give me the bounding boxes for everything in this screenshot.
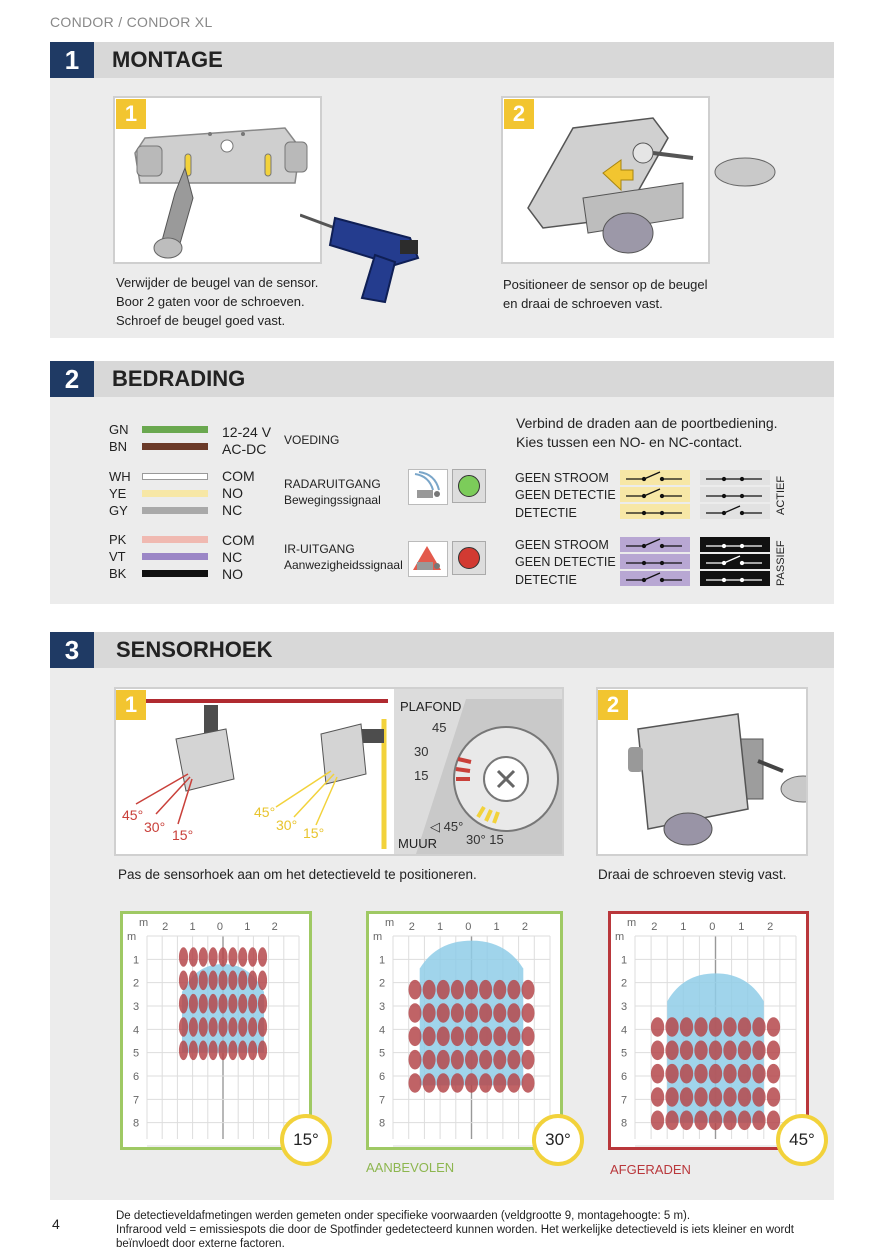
- screw-tighten-illustration: [598, 689, 806, 854]
- emission-spot: [465, 980, 478, 1000]
- axis-tick-label: 2: [162, 921, 169, 933]
- emission-spot: [465, 1073, 478, 1093]
- emission-spot: [522, 1027, 535, 1047]
- emission-spot: [694, 1111, 707, 1131]
- emission-spot: [258, 947, 267, 967]
- axis-tick-label: m: [627, 917, 637, 929]
- axis-tick-label: 3: [133, 1001, 140, 1013]
- actief-label: ACTIEF: [775, 475, 787, 515]
- emission-spot: [179, 971, 188, 991]
- emission-spot: [738, 1111, 751, 1131]
- emission-spot: [738, 1017, 751, 1037]
- emission-spot: [199, 1017, 208, 1037]
- emission-spot: [437, 1003, 450, 1023]
- emission-spot: [408, 1027, 421, 1047]
- screwdriver-icon: [690, 150, 780, 195]
- emission-spot: [189, 994, 198, 1014]
- emission-spot: [651, 1017, 664, 1037]
- wire-swatch: [142, 490, 208, 497]
- step-badge: 2: [504, 99, 534, 129]
- emission-spot: [752, 1041, 765, 1061]
- emission-spot: [465, 1050, 478, 1070]
- emission-spot: [493, 1003, 506, 1023]
- emission-spot: [767, 1064, 780, 1084]
- axis-tick-label: 4: [133, 1024, 140, 1037]
- led-indicator: [452, 541, 486, 575]
- emission-spot: [709, 1017, 722, 1037]
- axis-tick-label: 1: [189, 921, 196, 933]
- emission-spot: [228, 947, 237, 967]
- emission-spot: [723, 1041, 736, 1061]
- emission-spot: [723, 1087, 736, 1107]
- emission-spot: [258, 1017, 267, 1037]
- emission-spot: [408, 980, 421, 1000]
- state-label: GEEN DETECTIE: [515, 555, 616, 569]
- radar-icon: [408, 469, 448, 505]
- emission-spot: [189, 1041, 198, 1061]
- emission-spot: [723, 1064, 736, 1084]
- emission-spot: [651, 1111, 664, 1131]
- axis-tick-label: 2: [379, 977, 386, 990]
- axis-tick-label: 0: [465, 921, 472, 933]
- status-recommended: AANBEVOLEN: [366, 1160, 455, 1175]
- emission-spot: [248, 1017, 257, 1037]
- dial-label: 15: [414, 768, 429, 783]
- axis-tick-label: 1: [379, 954, 386, 967]
- angle-label: 15°: [172, 827, 194, 843]
- wire-code: GN: [109, 422, 129, 437]
- wire-code: WH: [109, 469, 131, 484]
- emission-spot: [228, 1041, 237, 1061]
- grid-plot: [369, 914, 560, 1147]
- detection-grid-45: [608, 911, 809, 1150]
- emission-spot: [493, 980, 506, 1000]
- step-badge: 1: [116, 690, 146, 720]
- emission-spot: [258, 971, 267, 991]
- emission-spot: [199, 1041, 208, 1061]
- wire-value: NO: [222, 566, 243, 582]
- axis-tick-label: 2: [521, 921, 528, 933]
- running-header: CONDOR / CONDOR XL: [50, 14, 213, 30]
- wire-value: COM: [222, 532, 255, 548]
- axis-tick-label: 5: [133, 1047, 140, 1060]
- axis-tick-label: 8: [133, 1117, 140, 1130]
- emission-spot: [680, 1111, 693, 1131]
- emission-spot: [694, 1041, 707, 1061]
- emission-spot: [228, 1017, 237, 1037]
- emission-spot: [423, 1003, 436, 1023]
- emission-spot: [694, 1087, 707, 1107]
- emission-spot: [238, 1041, 247, 1061]
- emission-spot: [238, 971, 247, 991]
- emission-spot: [408, 1073, 421, 1093]
- montage-step1-text: Verwijder de beugel van de sensor. Boor 2 gaten voor de schroeven. Schroef de beugel goed vast.: [116, 275, 319, 328]
- emission-spot: [179, 994, 188, 1014]
- page-number: 4: [52, 1216, 60, 1232]
- angle-badge-30: 30°: [532, 1114, 584, 1166]
- axis-tick-label: 3: [621, 1001, 628, 1013]
- wire-value: NO: [222, 485, 243, 501]
- emission-spot: [248, 994, 257, 1014]
- emission-spot: [199, 947, 208, 967]
- angle-label: 15°: [303, 825, 325, 841]
- emission-spot: [437, 1073, 450, 1093]
- axis-tick-label: 2: [408, 921, 415, 933]
- plafond-label: PLAFOND: [400, 699, 462, 714]
- axis-tick-label: 2: [133, 977, 140, 990]
- wire-code: BK: [109, 566, 127, 581]
- emission-spot: [651, 1087, 664, 1107]
- emission-spot: [238, 1017, 247, 1037]
- emission-spot: [752, 1017, 765, 1037]
- emission-spot: [507, 1027, 520, 1047]
- axis-tick-label: 1: [133, 954, 140, 967]
- section-1-title: MONTAGE: [112, 47, 223, 72]
- emission-spot: [493, 1050, 506, 1070]
- sensorhoek-step1-caption: Pas de sensorhoek aan om het detectieveld te positioneren.: [118, 867, 477, 882]
- emission-spot: [522, 1073, 535, 1093]
- emission-spot: [723, 1111, 736, 1131]
- axis-tick-label: 7: [621, 1094, 628, 1107]
- axis-tick-label: 1: [738, 921, 745, 933]
- dial-label: 45: [432, 720, 447, 735]
- wire-swatch: [142, 443, 208, 450]
- wire-value: COM: [222, 468, 255, 484]
- wire-code: YE: [109, 486, 127, 501]
- axis-tick-label: m: [615, 931, 625, 943]
- emission-spot: [665, 1064, 678, 1084]
- emission-spot: [680, 1041, 693, 1061]
- emission-spot: [437, 1050, 450, 1070]
- axis-tick-label: 0: [216, 921, 224, 933]
- radar-label: RADARUITGANG: [284, 477, 381, 491]
- axis-tick-label: 1: [244, 921, 251, 933]
- passief-label: PASSIEF: [775, 540, 787, 586]
- axis-tick-label: 0: [709, 921, 716, 933]
- step-badge: 2: [598, 690, 628, 720]
- step-badge: 1: [116, 99, 146, 129]
- emission-spot: [507, 1050, 520, 1070]
- emission-spot: [752, 1087, 765, 1107]
- axis-tick-label: 2: [651, 921, 658, 933]
- emission-spot: [218, 1041, 227, 1061]
- grid-plot: [611, 914, 806, 1147]
- axis-tick-label: 2: [271, 921, 278, 933]
- footnote: De detectieveldafmetingen werden gemeten onder specifieke voorwaarden (veldgrootte 9, montagehoogte: 5 m). Infrarood veld = emissiespots die door de Spotfinder gedetecteerd kunnen worden. Het werkelijke detectieveld is iets kleiner en wordt beïnvloedt door externe factoren.: [116, 1210, 794, 1250]
- axis-tick-label: 5: [621, 1047, 628, 1060]
- emission-spot: [479, 1003, 492, 1023]
- emission-spot: [767, 1041, 780, 1061]
- emission-spot: [465, 1003, 478, 1023]
- emission-spot: [218, 947, 227, 967]
- wire-value: NC: [222, 549, 243, 565]
- emission-spot: [738, 1087, 751, 1107]
- emission-spot: [665, 1111, 678, 1131]
- emission-spot: [738, 1064, 751, 1084]
- axis-tick-label: m: [139, 917, 149, 929]
- wire-code: BN: [109, 439, 128, 454]
- angle-label: 30°: [144, 819, 166, 835]
- emission-spot: [723, 1017, 736, 1037]
- emission-spot: [258, 994, 267, 1014]
- angle-label: 45°: [122, 807, 144, 823]
- state-label: DETECTIE: [515, 573, 577, 587]
- emission-spot: [248, 971, 257, 991]
- emission-spot: [479, 980, 492, 1000]
- axis-tick-label: 1: [680, 921, 687, 933]
- emission-spot: [752, 1064, 765, 1084]
- axis-tick-label: 4: [621, 1024, 628, 1037]
- emission-spot: [680, 1087, 693, 1107]
- axis-tick-label: 2: [621, 977, 628, 990]
- axis-tick-label: m: [373, 931, 383, 943]
- emission-spot: [694, 1064, 707, 1084]
- state-label: DETECTIE: [515, 506, 577, 520]
- sensorhoek-step2-caption: Draai de schroeven stevig vast.: [598, 867, 787, 882]
- emission-spot: [493, 1027, 506, 1047]
- ir-sublabel: Aanwezigheidssignaal: [284, 558, 403, 572]
- angle-label: 30°: [276, 817, 298, 833]
- wire-swatch: [142, 570, 208, 577]
- wire-code: PK: [109, 532, 127, 547]
- emission-spot: [218, 1017, 227, 1037]
- emission-spot: [709, 1087, 722, 1107]
- emission-spot: [493, 1073, 506, 1093]
- status-discouraged: AFGERADEN: [610, 1162, 691, 1177]
- axis-tick-label: m: [385, 917, 395, 929]
- grid-plot: [123, 914, 309, 1147]
- emission-spot: [651, 1041, 664, 1061]
- led-indicator: [452, 469, 486, 503]
- emission-spot: [479, 1050, 492, 1070]
- dial-angle-label: ◁ 45°: [430, 819, 464, 834]
- wire-value: 12-24 V: [222, 424, 272, 440]
- section-2-title: BEDRADING: [112, 366, 246, 391]
- emission-spot: [258, 1041, 267, 1061]
- emission-spot: [680, 1064, 693, 1084]
- emission-spot: [228, 971, 237, 991]
- axis-tick-label: 2: [767, 921, 774, 933]
- detection-grid-15: [120, 911, 312, 1150]
- axis-tick-label: 6: [133, 1071, 140, 1083]
- emission-spot: [522, 1003, 535, 1023]
- emission-spot: [738, 1041, 751, 1061]
- axis-tick-label: 1: [437, 921, 444, 933]
- angle-label: 45°: [254, 804, 276, 820]
- section-1-number: 1: [50, 42, 94, 78]
- emission-spot: [228, 994, 237, 1014]
- emission-spot: [752, 1111, 765, 1131]
- angle-badge-15: 15°: [280, 1114, 332, 1166]
- emission-spot: [767, 1017, 780, 1037]
- state-label: GEEN STROOM: [515, 538, 609, 552]
- axis-tick-label: 6: [379, 1071, 386, 1083]
- wire-value: NC: [222, 502, 243, 518]
- dial-label: 30: [414, 744, 429, 759]
- section-2-number: 2: [50, 361, 94, 397]
- emission-spot: [665, 1087, 678, 1107]
- emission-spot: [423, 1073, 436, 1093]
- detection-grid-30: [366, 911, 563, 1150]
- axis-tick-label: 1: [621, 954, 628, 967]
- emission-spot: [451, 980, 464, 1000]
- emission-spot: [189, 947, 198, 967]
- montage-step2-text: Positioneer de sensor op de beugel en draai de schroeven vast.: [503, 277, 708, 311]
- axis-tick-label: 3: [379, 1001, 386, 1013]
- emission-spot: [694, 1017, 707, 1037]
- emission-spot: [451, 1003, 464, 1023]
- emission-spot: [179, 947, 188, 967]
- switch-diagram-actief: [620, 470, 770, 520]
- axis-tick-label: 1: [493, 921, 500, 933]
- emission-spot: [209, 1017, 218, 1037]
- emission-spot: [238, 947, 247, 967]
- wiring-intro: Verbind de draden aan de poortbediening. Kies tussen een NO- en NC-contact.: [516, 415, 778, 450]
- emission-spot: [209, 1041, 218, 1061]
- emission-spot: [408, 1050, 421, 1070]
- wire-swatch: [142, 553, 208, 560]
- emission-spot: [451, 1050, 464, 1070]
- emission-spot: [179, 1041, 188, 1061]
- radar-sublabel: Bewegingssignaal: [284, 493, 381, 507]
- ir-label: IR-UITGANG: [284, 542, 355, 556]
- axis-tick-label: m: [127, 931, 137, 943]
- emission-spot: [451, 1027, 464, 1047]
- emission-spot: [408, 1003, 421, 1023]
- emission-spot: [209, 971, 218, 991]
- emission-spot: [423, 1027, 436, 1047]
- emission-spot: [665, 1017, 678, 1037]
- axis-tick-label: 7: [379, 1094, 386, 1107]
- presence-icon: [408, 541, 448, 577]
- angle-badge-45: 45°: [776, 1114, 828, 1166]
- emission-spot: [709, 1111, 722, 1131]
- state-label: GEEN DETECTIE: [515, 488, 616, 502]
- emission-spot: [709, 1041, 722, 1061]
- axis-tick-label: 5: [379, 1047, 386, 1060]
- emission-spot: [238, 994, 247, 1014]
- wire-code: GY: [109, 503, 128, 518]
- axis-tick-label: 7: [133, 1094, 140, 1107]
- wire-value: AC-DC: [222, 441, 267, 457]
- emission-spot: [199, 994, 208, 1014]
- emission-spot: [680, 1017, 693, 1037]
- emission-spot: [248, 947, 257, 967]
- wire-code: VT: [109, 549, 126, 564]
- section-3-number: 3: [50, 632, 94, 668]
- state-label: GEEN STROOM: [515, 471, 609, 485]
- axis-tick-label: 8: [621, 1117, 628, 1130]
- emission-spot: [248, 1041, 257, 1061]
- emission-spot: [218, 994, 227, 1014]
- emission-spot: [423, 980, 436, 1000]
- wire-swatch: [142, 507, 208, 514]
- wire-swatch: [142, 536, 208, 543]
- emission-spot: [209, 947, 218, 967]
- axis-tick-label: 4: [379, 1024, 386, 1037]
- emission-spot: [709, 1064, 722, 1084]
- wire-swatch: [142, 473, 208, 480]
- emission-spot: [465, 1027, 478, 1047]
- emission-spot: [189, 971, 198, 991]
- emission-spot: [507, 1073, 520, 1093]
- emission-spot: [767, 1087, 780, 1107]
- emission-spot: [218, 971, 227, 991]
- axis-tick-label: 8: [379, 1117, 386, 1130]
- voeding-label: VOEDING: [284, 433, 340, 447]
- emission-spot: [522, 980, 535, 1000]
- emission-spot: [479, 1073, 492, 1093]
- emission-spot: [189, 1017, 198, 1037]
- emission-spot: [423, 1050, 436, 1070]
- axis-tick-label: 6: [621, 1071, 628, 1083]
- switch-diagram-passief: [620, 537, 770, 587]
- emission-spot: [437, 980, 450, 1000]
- emission-spot: [479, 1027, 492, 1047]
- section-3-title: SENSORHOEK: [116, 637, 273, 662]
- emission-spot: [451, 1073, 464, 1093]
- emission-spot: [199, 971, 208, 991]
- emission-spot: [507, 980, 520, 1000]
- emission-spot: [437, 1027, 450, 1047]
- emission-spot: [665, 1041, 678, 1061]
- emission-spot: [507, 1003, 520, 1023]
- emission-spot: [522, 1050, 535, 1070]
- emission-spot: [179, 1017, 188, 1037]
- wire-swatch: [142, 426, 208, 433]
- emission-spot: [651, 1064, 664, 1084]
- dial-angle-label: 30° 15: [466, 832, 504, 847]
- muur-label: MUUR: [398, 836, 437, 851]
- emission-spot: [209, 994, 218, 1014]
